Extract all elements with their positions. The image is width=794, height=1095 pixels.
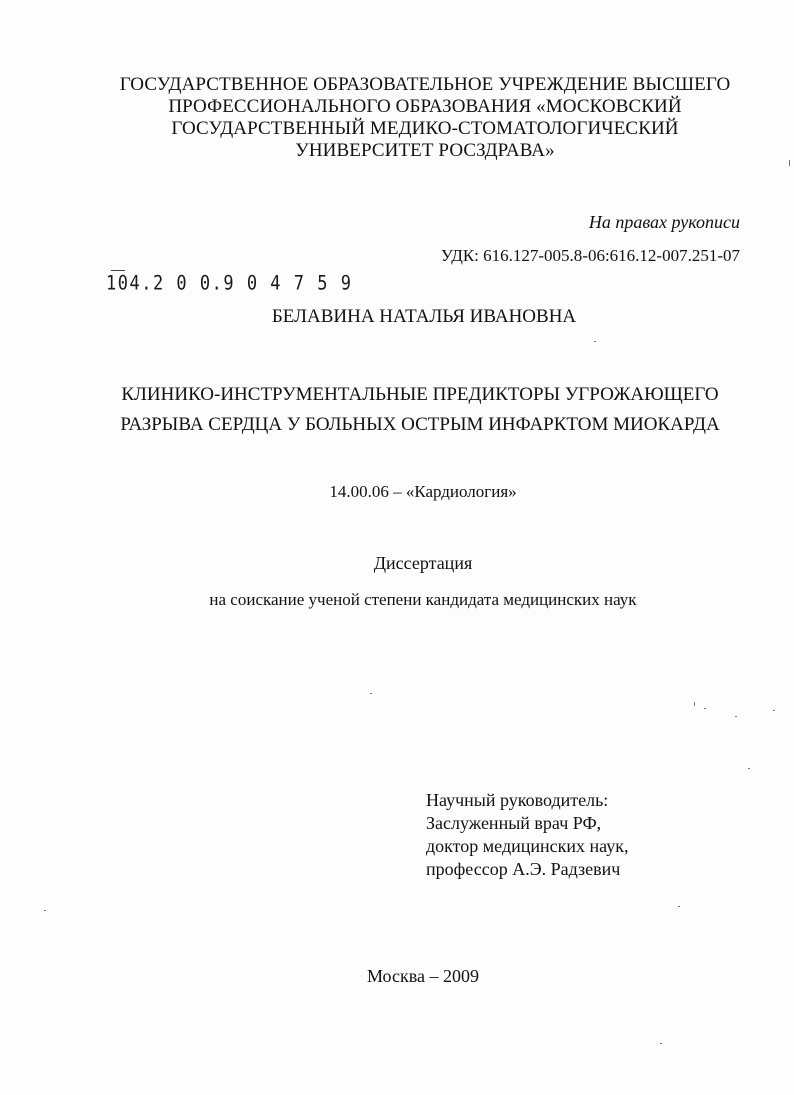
registration-stamp: 104.2 0 0.9 0 4 7 5 9: [106, 272, 353, 295]
specialty-code: 14.00.06 – «Кардиология»: [329, 482, 517, 501]
title-line: РАЗРЫВА СЕРДЦА У БОЛЬНЫХ ОСТРЫМ ИНФАРКТОМ МИОКАРДА: [120, 414, 720, 435]
udk-code: УДК: 616.127-005.8-06:616.12-007.251-07: [440, 246, 740, 265]
supervisor-line: доктор медицинских наук,: [426, 836, 629, 856]
scan-speck: [773, 710, 775, 711]
scan-speck: [44, 910, 46, 911]
scan-speck: [789, 160, 790, 166]
scan-speck: [735, 716, 737, 717]
supervisor-line: Научный руководитель:: [426, 790, 609, 810]
scan-speck: [704, 708, 706, 709]
supervisor-block: [426, 789, 628, 881]
institution-line: ГОСУДАРСТВЕННОЕ ОБРАЗОВАТЕЛЬНОЕ УЧРЕЖДЕНИЕ ВЫСШЕГО: [119, 74, 731, 95]
scan-speck: [370, 693, 372, 694]
institution-line: ПРОФЕССИОНАЛЬНОГО ОБРАЗОВАНИЯ «МОСКОВСКИЙ: [168, 96, 682, 117]
document-type: Диссертация: [373, 553, 473, 573]
institution-header: [100, 74, 750, 162]
city-year: Москва – 2009: [367, 966, 479, 986]
title-line: КЛИНИКО-ИНСТРУМЕНТАЛЬНЫЕ ПРЕДИКТОРЫ УГРОЖАЮЩЕГО: [121, 384, 719, 405]
stamp-mark: [111, 270, 125, 271]
scan-speck: [748, 768, 750, 769]
scan-speck: [660, 1043, 662, 1044]
scan-speck: [594, 341, 596, 342]
supervisor-line: профессор А.Э. Радзевич: [426, 859, 621, 879]
degree-line: на соискание ученой степени кандидата медицинских наук: [209, 590, 637, 609]
institution-line: ГОСУДАРСТВЕННЫЙ МЕДИКО-СТОМАТОЛОГИЧЕСКИЙ: [171, 118, 679, 139]
scan-speck: [678, 906, 680, 907]
scan-speck: [694, 702, 695, 706]
author-name: БЕЛАВИНА НАТАЛЬЯ ИВАНОВНА: [271, 306, 577, 327]
dissertation-title: [90, 380, 750, 440]
institution-line: УНИВЕРСИТЕТ РОСЗДРАВА»: [295, 140, 555, 161]
supervisor-line: Заслуженный врач РФ,: [426, 813, 602, 833]
manuscript-note: На правах рукописи: [588, 212, 740, 232]
